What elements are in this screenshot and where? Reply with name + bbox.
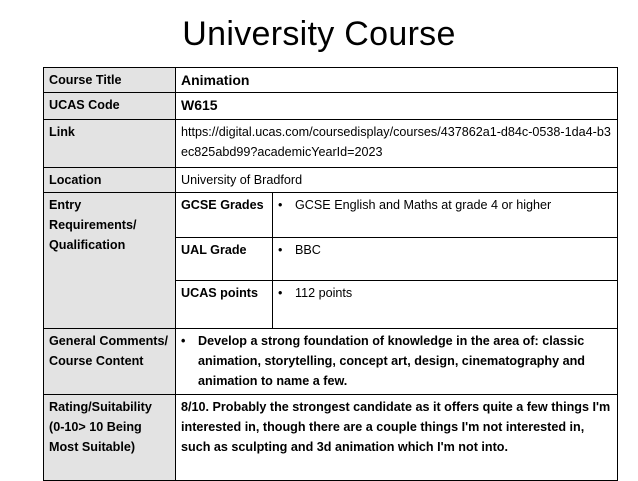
comments-value <box>176 329 618 395</box>
ual-grade-text: BBC <box>295 243 321 257</box>
row-rating <box>44 395 618 481</box>
entry-requirements-label: Entry Requirements/ Qualification <box>44 193 176 329</box>
location-label: Location <box>44 168 176 193</box>
gcse-grades-label: GCSE Grades <box>176 193 273 238</box>
bullet-icon: • <box>278 243 283 257</box>
ucas-points-text: 112 points <box>295 286 353 300</box>
link-label: Link <box>44 120 176 168</box>
course-title-label: Course Title <box>44 68 176 93</box>
row-location <box>44 168 618 193</box>
row-course-title <box>44 68 618 93</box>
comments-text: Develop a strong foundation of knowledge in the area of: classic animation, storytelling, concept art, design, cinematography and animation to name a few. <box>198 334 585 388</box>
ucas-code-value: W615 <box>176 93 618 120</box>
rating-label: Rating/Suitability (0-10> 10 Being Most Suitable) <box>44 395 176 481</box>
course-link-text[interactable]: https://digital.ucas.com/coursedisplay/courses/437862a1-d84c-0538-1da4-b3ec825abd99?academicYearId=2023 <box>181 125 611 159</box>
course-table <box>43 67 618 481</box>
ual-grade-label: UAL Grade <box>176 238 273 281</box>
bullet-icon: • <box>181 334 186 348</box>
row-gcse <box>44 193 618 238</box>
row-link <box>44 120 618 168</box>
location-value: University of Bradford <box>176 168 618 193</box>
ucas-code-label: UCAS Code <box>44 93 176 120</box>
comments-label: General Comments/ Course Content <box>44 329 176 395</box>
row-ucas-code <box>44 93 618 120</box>
row-comments <box>44 329 618 395</box>
gcse-grades-text: GCSE English and Maths at grade 4 or higher <box>295 198 552 212</box>
ual-grade-value <box>273 238 618 281</box>
ucas-points-value <box>273 281 618 329</box>
course-title-value: Animation <box>176 68 618 93</box>
course-link[interactable] <box>176 120 618 168</box>
gcse-grades-value <box>273 193 618 238</box>
rating-value: 8/10. Probably the strongest candidate as it offers quite a few things I'm interested in, though there are a couple things I'm not interested in, such as sculpting and 3d animation which I'm not into. <box>176 395 618 481</box>
ucas-points-label: UCAS points <box>176 281 273 329</box>
page-title: University Course <box>182 15 456 53</box>
bullet-icon: • <box>278 286 283 300</box>
bullet-icon: • <box>278 198 283 212</box>
